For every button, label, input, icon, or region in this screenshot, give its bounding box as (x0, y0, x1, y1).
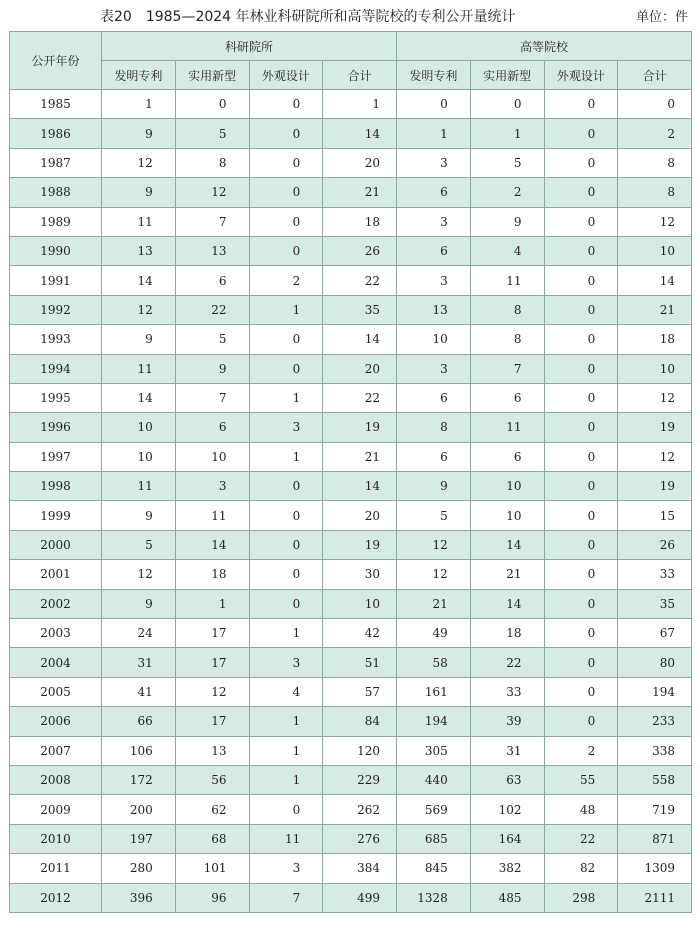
cell-year: 1989 (10, 207, 102, 236)
cell-value: 1 (470, 119, 544, 148)
cell-value: 63 (470, 765, 544, 794)
cell-value: 0 (397, 90, 471, 119)
cell-value: 1 (397, 119, 471, 148)
cell-value: 440 (397, 765, 471, 794)
cell-year: 2005 (10, 677, 102, 706)
cell-value: 298 (544, 883, 618, 912)
cell-value: 22 (470, 648, 544, 677)
cell-value: 3 (397, 354, 471, 383)
cell-value: 0 (544, 707, 618, 736)
cell-value: 11 (102, 472, 176, 501)
table-row (10, 648, 692, 677)
cell-value: 19 (323, 530, 397, 559)
table-title: 表20 1985—2024 年林业科研院所和高等院校的专利公开量统计 (100, 9, 516, 25)
cell-value: 6 (175, 266, 249, 295)
cell-year: 2011 (10, 854, 102, 883)
cell-value: 1 (323, 90, 397, 119)
cell-value: 13 (102, 236, 176, 265)
cell-year: 1992 (10, 295, 102, 324)
cell-value: 0 (249, 148, 323, 177)
cell-value: 0 (544, 560, 618, 589)
cell-year: 2009 (10, 795, 102, 824)
cell-value: 0 (249, 354, 323, 383)
cell-value: 12 (618, 207, 692, 236)
cell-value: 6 (175, 413, 249, 442)
cell-value: 21 (323, 442, 397, 471)
cell-value: 19 (618, 472, 692, 501)
cell-year: 2003 (10, 619, 102, 648)
header-sub: 合计 (323, 61, 397, 90)
cell-value: 13 (397, 295, 471, 324)
cell-value: 39 (470, 707, 544, 736)
cell-value: 7 (249, 883, 323, 912)
cell-value: 2 (470, 178, 544, 207)
cell-value: 0 (249, 795, 323, 824)
cell-value: 4 (249, 677, 323, 706)
table-row (10, 442, 692, 471)
table-row (10, 589, 692, 618)
cell-value: 10 (397, 325, 471, 354)
cell-value: 10 (618, 354, 692, 383)
cell-value: 485 (470, 883, 544, 912)
cell-value: 233 (618, 707, 692, 736)
cell-value: 0 (544, 589, 618, 618)
table-row (10, 266, 692, 295)
cell-value: 0 (544, 148, 618, 177)
cell-value: 1 (102, 90, 176, 119)
cell-year: 1988 (10, 178, 102, 207)
cell-value: 1328 (397, 883, 471, 912)
header-group-universities: 高等院校 (397, 32, 692, 61)
cell-value: 1 (249, 442, 323, 471)
cell-year: 2012 (10, 883, 102, 912)
cell-year: 1987 (10, 148, 102, 177)
cell-value: 1 (249, 383, 323, 412)
table-row (10, 472, 692, 501)
cell-value: 8 (397, 413, 471, 442)
table-row (10, 736, 692, 765)
cell-value: 1 (249, 736, 323, 765)
cell-value: 2 (544, 736, 618, 765)
cell-value: 12 (397, 560, 471, 589)
cell-value: 305 (397, 736, 471, 765)
cell-value: 22 (323, 266, 397, 295)
cell-value: 161 (397, 677, 471, 706)
cell-value: 194 (397, 707, 471, 736)
cell-value: 12 (175, 178, 249, 207)
cell-value: 96 (175, 883, 249, 912)
cell-value: 21 (618, 295, 692, 324)
table-row (10, 707, 692, 736)
cell-value: 58 (397, 648, 471, 677)
cell-value: 6 (470, 383, 544, 412)
header-sub: 发明专利 (397, 61, 471, 90)
cell-value: 22 (544, 824, 618, 853)
cell-value: 0 (544, 90, 618, 119)
cell-value: 68 (175, 824, 249, 853)
cell-value: 67 (618, 619, 692, 648)
cell-value: 14 (102, 266, 176, 295)
cell-value: 22 (175, 295, 249, 324)
table-row (10, 236, 692, 265)
cell-year: 2000 (10, 530, 102, 559)
cell-value: 17 (175, 707, 249, 736)
table-row (10, 854, 692, 883)
cell-value: 6 (397, 442, 471, 471)
cell-value: 11 (102, 207, 176, 236)
cell-value: 6 (397, 383, 471, 412)
cell-value: 262 (323, 795, 397, 824)
table-row (10, 295, 692, 324)
table-row (10, 560, 692, 589)
table-row (10, 824, 692, 853)
cell-value: 0 (249, 236, 323, 265)
cell-value: 10 (175, 442, 249, 471)
cell-value: 0 (249, 90, 323, 119)
cell-value: 569 (397, 795, 471, 824)
table-row (10, 119, 692, 148)
cell-value: 7 (175, 207, 249, 236)
cell-value: 0 (618, 90, 692, 119)
cell-value: 84 (323, 707, 397, 736)
cell-value: 18 (323, 207, 397, 236)
cell-value: 0 (249, 501, 323, 530)
cell-value: 9 (397, 472, 471, 501)
cell-value: 4 (470, 236, 544, 265)
cell-value: 0 (249, 560, 323, 589)
cell-value: 106 (102, 736, 176, 765)
table-row (10, 883, 692, 912)
cell-value: 0 (544, 648, 618, 677)
cell-value: 10 (470, 501, 544, 530)
cell-value: 9 (102, 325, 176, 354)
table-caption-bar (0, 0, 700, 30)
cell-value: 7 (470, 354, 544, 383)
cell-value: 30 (323, 560, 397, 589)
cell-value: 0 (470, 90, 544, 119)
table-row (10, 765, 692, 794)
cell-value: 80 (618, 648, 692, 677)
cell-value: 102 (470, 795, 544, 824)
cell-value: 11 (249, 824, 323, 853)
cell-year: 1993 (10, 325, 102, 354)
cell-value: 33 (618, 560, 692, 589)
cell-value: 20 (323, 354, 397, 383)
cell-year: 2006 (10, 707, 102, 736)
cell-value: 0 (544, 178, 618, 207)
cell-value: 172 (102, 765, 176, 794)
cell-value: 10 (102, 413, 176, 442)
cell-value: 11 (175, 501, 249, 530)
cell-value: 685 (397, 824, 471, 853)
cell-value: 0 (544, 530, 618, 559)
cell-value: 31 (102, 648, 176, 677)
cell-value: 0 (544, 501, 618, 530)
cell-value: 13 (175, 736, 249, 765)
cell-value: 8 (175, 148, 249, 177)
table-row (10, 383, 692, 412)
cell-value: 18 (470, 619, 544, 648)
table-row (10, 530, 692, 559)
cell-value: 82 (544, 854, 618, 883)
cell-value: 0 (544, 266, 618, 295)
cell-value: 42 (323, 619, 397, 648)
cell-value: 12 (102, 295, 176, 324)
cell-year: 2001 (10, 560, 102, 589)
table-row (10, 90, 692, 119)
header-sub: 外观设计 (249, 61, 323, 90)
cell-value: 871 (618, 824, 692, 853)
table-row (10, 413, 692, 442)
cell-value: 719 (618, 795, 692, 824)
cell-value: 8 (618, 148, 692, 177)
header-year: 公开年份 (10, 32, 102, 90)
cell-value: 14 (102, 383, 176, 412)
cell-value: 384 (323, 854, 397, 883)
cell-value: 0 (544, 295, 618, 324)
cell-year: 1990 (10, 236, 102, 265)
cell-value: 382 (470, 854, 544, 883)
cell-value: 3 (249, 413, 323, 442)
cell-year: 2010 (10, 824, 102, 853)
cell-value: 41 (102, 677, 176, 706)
cell-value: 26 (323, 236, 397, 265)
cell-value: 0 (544, 354, 618, 383)
cell-value: 0 (175, 90, 249, 119)
cell-value: 35 (618, 589, 692, 618)
cell-value: 14 (323, 119, 397, 148)
cell-value: 0 (544, 413, 618, 442)
cell-value: 5 (470, 148, 544, 177)
cell-value: 12 (175, 677, 249, 706)
cell-value: 13 (175, 236, 249, 265)
cell-value: 20 (323, 501, 397, 530)
cell-value: 1309 (618, 854, 692, 883)
cell-value: 31 (470, 736, 544, 765)
cell-value: 19 (618, 413, 692, 442)
cell-value: 12 (102, 148, 176, 177)
table-row (10, 354, 692, 383)
table-row (10, 325, 692, 354)
cell-value: 12 (618, 383, 692, 412)
cell-value: 12 (397, 530, 471, 559)
cell-value: 0 (249, 589, 323, 618)
cell-value: 56 (175, 765, 249, 794)
cell-value: 3 (397, 266, 471, 295)
cell-year: 2004 (10, 648, 102, 677)
cell-value: 0 (249, 530, 323, 559)
cell-value: 558 (618, 765, 692, 794)
cell-year: 1986 (10, 119, 102, 148)
cell-value: 14 (618, 266, 692, 295)
patent-table (9, 31, 692, 913)
cell-year: 1999 (10, 501, 102, 530)
table-row (10, 501, 692, 530)
cell-value: 276 (323, 824, 397, 853)
cell-year: 1996 (10, 413, 102, 442)
cell-value: 3 (249, 854, 323, 883)
cell-value: 21 (397, 589, 471, 618)
cell-value: 11 (470, 266, 544, 295)
cell-value: 3 (249, 648, 323, 677)
cell-value: 20 (323, 148, 397, 177)
cell-value: 66 (102, 707, 176, 736)
cell-value: 2 (618, 119, 692, 148)
cell-value: 9 (102, 589, 176, 618)
cell-value: 33 (470, 677, 544, 706)
cell-value: 5 (397, 501, 471, 530)
header-sub: 发明专利 (102, 61, 176, 90)
cell-value: 14 (470, 530, 544, 559)
cell-value: 1 (249, 619, 323, 648)
cell-value: 12 (102, 560, 176, 589)
table-row (10, 178, 692, 207)
cell-value: 14 (323, 325, 397, 354)
cell-value: 55 (544, 765, 618, 794)
cell-value: 0 (249, 472, 323, 501)
cell-value: 120 (323, 736, 397, 765)
cell-value: 10 (102, 442, 176, 471)
cell-value: 14 (323, 472, 397, 501)
cell-value: 17 (175, 648, 249, 677)
cell-value: 26 (618, 530, 692, 559)
cell-value: 3 (397, 207, 471, 236)
cell-value: 10 (323, 589, 397, 618)
cell-value: 12 (618, 442, 692, 471)
cell-value: 9 (102, 178, 176, 207)
cell-value: 1 (175, 589, 249, 618)
cell-value: 2 (249, 266, 323, 295)
cell-value: 51 (323, 648, 397, 677)
cell-value: 2111 (618, 883, 692, 912)
cell-value: 200 (102, 795, 176, 824)
cell-value: 0 (544, 383, 618, 412)
cell-year: 2007 (10, 736, 102, 765)
cell-value: 57 (323, 677, 397, 706)
table-row (10, 619, 692, 648)
cell-value: 8 (618, 178, 692, 207)
cell-value: 6 (397, 178, 471, 207)
header-sub: 实用新型 (175, 61, 249, 90)
cell-value: 6 (470, 442, 544, 471)
cell-value: 0 (544, 119, 618, 148)
cell-value: 9 (470, 207, 544, 236)
cell-value: 0 (249, 207, 323, 236)
cell-year: 2002 (10, 589, 102, 618)
cell-value: 8 (470, 295, 544, 324)
cell-value: 845 (397, 854, 471, 883)
cell-value: 48 (544, 795, 618, 824)
cell-value: 5 (102, 530, 176, 559)
cell-value: 0 (249, 119, 323, 148)
cell-value: 1 (249, 707, 323, 736)
table-row (10, 148, 692, 177)
cell-value: 5 (175, 119, 249, 148)
cell-value: 17 (175, 619, 249, 648)
cell-value: 5 (175, 325, 249, 354)
cell-value: 10 (618, 236, 692, 265)
cell-value: 15 (618, 501, 692, 530)
cell-value: 19 (323, 413, 397, 442)
header-group-research-institutes: 科研院所 (102, 32, 397, 61)
cell-value: 9 (102, 119, 176, 148)
cell-value: 0 (544, 472, 618, 501)
cell-value: 62 (175, 795, 249, 824)
cell-year: 1994 (10, 354, 102, 383)
cell-value: 1 (249, 295, 323, 324)
cell-value: 197 (102, 824, 176, 853)
cell-year: 1997 (10, 442, 102, 471)
cell-value: 164 (470, 824, 544, 853)
cell-value: 18 (175, 560, 249, 589)
cell-value: 6 (397, 236, 471, 265)
cell-value: 229 (323, 765, 397, 794)
cell-value: 0 (544, 325, 618, 354)
header-sub: 外观设计 (544, 61, 618, 90)
cell-value: 14 (470, 589, 544, 618)
cell-value: 280 (102, 854, 176, 883)
cell-value: 3 (397, 148, 471, 177)
cell-value: 11 (102, 354, 176, 383)
cell-value: 35 (323, 295, 397, 324)
cell-value: 14 (175, 530, 249, 559)
cell-value: 9 (102, 501, 176, 530)
cell-value: 10 (470, 472, 544, 501)
cell-value: 7 (175, 383, 249, 412)
table-row (10, 795, 692, 824)
cell-value: 101 (175, 854, 249, 883)
cell-value: 0 (544, 442, 618, 471)
cell-year: 1998 (10, 472, 102, 501)
cell-value: 0 (544, 619, 618, 648)
cell-value: 194 (618, 677, 692, 706)
cell-value: 21 (323, 178, 397, 207)
cell-value: 0 (249, 178, 323, 207)
cell-value: 0 (249, 325, 323, 354)
table-header (10, 32, 692, 90)
cell-value: 396 (102, 883, 176, 912)
cell-value: 11 (470, 413, 544, 442)
cell-value: 1 (249, 765, 323, 794)
cell-value: 0 (544, 236, 618, 265)
cell-value: 0 (544, 677, 618, 706)
cell-value: 3 (175, 472, 249, 501)
cell-value: 22 (323, 383, 397, 412)
cell-value: 24 (102, 619, 176, 648)
cell-value: 21 (470, 560, 544, 589)
table-row (10, 207, 692, 236)
cell-value: 9 (175, 354, 249, 383)
cell-value: 18 (618, 325, 692, 354)
unit-label: 单位：件 (635, 10, 688, 25)
cell-value: 49 (397, 619, 471, 648)
cell-year: 1991 (10, 266, 102, 295)
cell-value: 8 (470, 325, 544, 354)
cell-value: 338 (618, 736, 692, 765)
header-sub: 实用新型 (470, 61, 544, 90)
cell-year: 1985 (10, 90, 102, 119)
cell-value: 499 (323, 883, 397, 912)
cell-year: 1995 (10, 383, 102, 412)
cell-year: 2008 (10, 765, 102, 794)
cell-value: 0 (544, 207, 618, 236)
table-body (10, 90, 692, 913)
table-row (10, 677, 692, 706)
header-sub: 合计 (618, 61, 692, 90)
